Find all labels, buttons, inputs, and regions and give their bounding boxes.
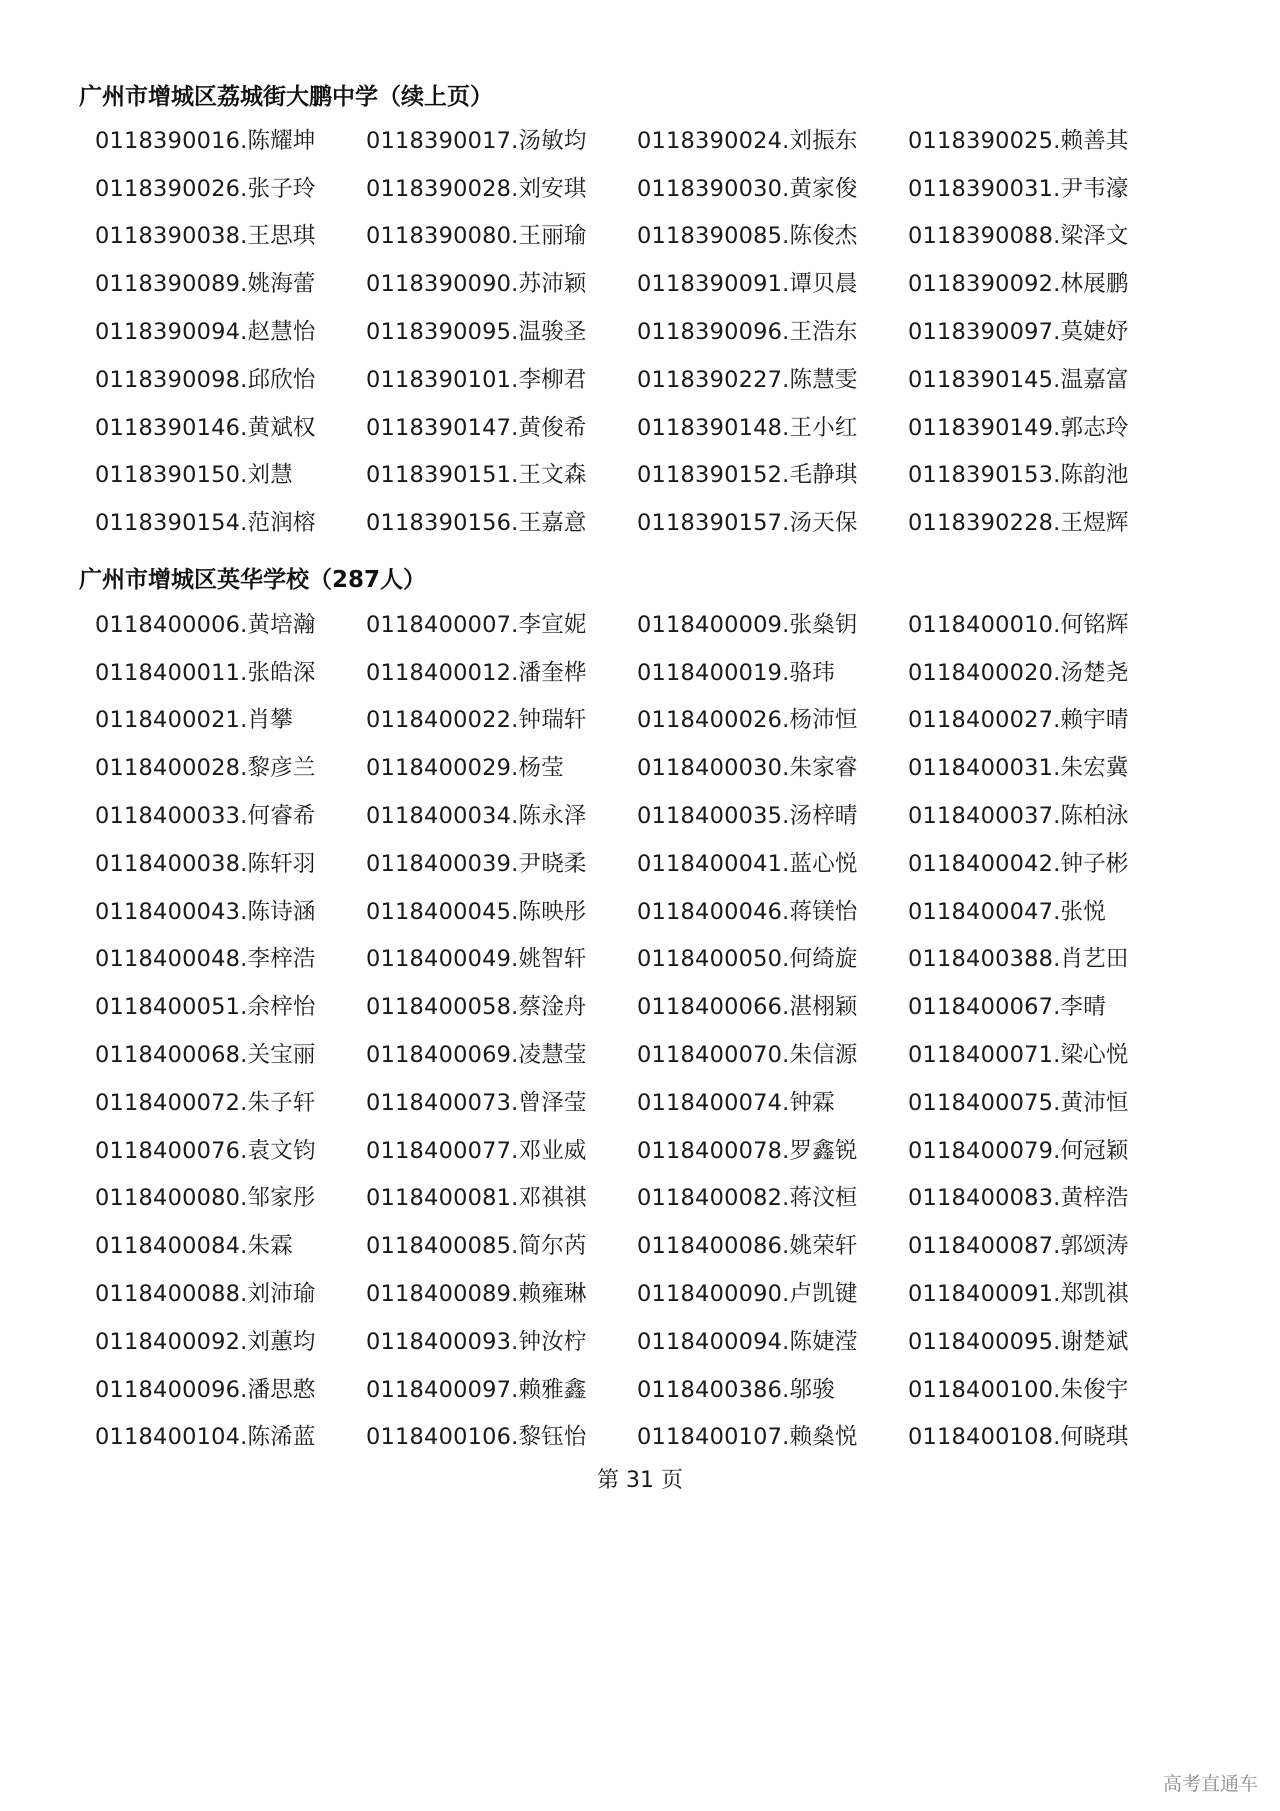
list-item: 0118400039.尹晓柔	[366, 850, 587, 877]
list-item: 0118400051.余梓怡	[95, 994, 316, 1021]
list-item: 0118400096.潘思憨	[95, 1376, 316, 1403]
list-item: 0118390030.黄家俊	[637, 175, 858, 202]
name-list-grid	[95, 601, 1195, 1461]
list-row	[95, 697, 1195, 745]
list-item: 0118400035.汤梓晴	[637, 803, 858, 830]
list-item: 0118390154.范润榕	[95, 510, 316, 537]
list-row	[95, 1031, 1195, 1079]
list-item: 0118390028.刘安琪	[366, 175, 587, 202]
list-item: 0118390101.李柳君	[366, 366, 587, 393]
list-item: 0118400086.姚荣轩	[637, 1233, 858, 1260]
list-item: 0118390152.毛静琪	[637, 462, 858, 489]
list-item: 0118390227.陈慧雯	[637, 366, 858, 393]
list-item: 0118400091.郑凯祺	[908, 1281, 1129, 1308]
list-item: 0118400083.黄梓浩	[908, 1185, 1129, 1212]
list-item: 0118400094.陈婕滢	[637, 1328, 858, 1355]
list-item: 0118390098.邱欣怡	[95, 366, 316, 393]
list-item: 0118400092.刘蕙均	[95, 1328, 316, 1355]
list-item: 0118400079.何冠颖	[908, 1137, 1129, 1164]
page-number: 第 31 页	[597, 1468, 683, 1493]
list-item: 0118400069.凌慧莹	[366, 1042, 587, 1069]
list-item: 0118400388.肖艺田	[908, 946, 1129, 973]
list-item: 0118400108.何晓琪	[908, 1424, 1129, 1451]
list-item: 0118400049.姚智轩	[366, 946, 587, 973]
list-item: 0118400070.朱信源	[637, 1042, 858, 1069]
list-item: 0118390149.郭志玲	[908, 414, 1129, 441]
list-row	[95, 936, 1195, 984]
list-item: 0118400084.朱霖	[95, 1233, 293, 1260]
list-item: 0118390148.王小红	[637, 414, 858, 441]
list-item: 0118400097.赖雅鑫	[366, 1376, 587, 1403]
list-row	[95, 744, 1195, 792]
list-item: 0118400028.黎彦兰	[95, 755, 316, 782]
list-item: 0118390080.王丽瑜	[366, 223, 587, 250]
list-item: 0118390016.陈耀坤	[95, 127, 316, 154]
list-item: 0118400047.张悦	[908, 898, 1106, 925]
list-item: 0118400088.刘沛瑜	[95, 1281, 316, 1308]
list-item: 0118390085.陈俊杰	[637, 223, 858, 250]
section-title: 广州市增城区英华学校（287人）	[79, 567, 427, 593]
list-item: 0118400089.赖雍琳	[366, 1281, 587, 1308]
list-item: 0118400033.何睿希	[95, 803, 316, 830]
list-row	[95, 1318, 1195, 1366]
list-row	[95, 499, 1195, 547]
section-title: 广州市增城区荔城街大鹏中学（续上页）	[79, 84, 493, 110]
list-item: 0118390091.谭贝晨	[637, 271, 858, 298]
list-item: 0118400081.邓祺祺	[366, 1185, 587, 1212]
list-item: 0118400045.陈映彤	[366, 898, 587, 925]
list-row	[95, 840, 1195, 888]
list-row	[95, 1222, 1195, 1270]
list-row	[95, 983, 1195, 1031]
list-item: 0118400009.张燊钥	[637, 611, 858, 638]
name-list-grid	[95, 117, 1195, 547]
list-row	[95, 308, 1195, 356]
list-item: 0118390145.温嘉富	[908, 366, 1129, 393]
list-item: 0118400074.钟霖	[637, 1089, 835, 1116]
list-item: 0118400073.曾泽莹	[366, 1089, 587, 1116]
list-item: 0118400107.赖燊悦	[637, 1424, 858, 1451]
list-item: 0118390157.汤天保	[637, 510, 858, 537]
list-item: 0118400026.杨沛恒	[637, 707, 858, 734]
list-row	[95, 356, 1195, 404]
list-row	[95, 117, 1195, 165]
list-item: 0118400087.郭颂涛	[908, 1233, 1129, 1260]
list-item: 0118400050.何绮旋	[637, 946, 858, 973]
list-item: 0118400090.卢凯键	[637, 1281, 858, 1308]
list-item: 0118390017.汤敏均	[366, 127, 587, 154]
list-row	[95, 260, 1195, 308]
list-item: 0118400077.邓业威	[366, 1137, 587, 1164]
list-row	[95, 792, 1195, 840]
watermark: 高考直通车	[1162, 1773, 1258, 1795]
list-item: 0118400076.袁文钧	[95, 1137, 316, 1164]
list-item: 0118400020.汤楚尧	[908, 659, 1129, 686]
list-item: 0118390088.梁泽文	[908, 223, 1129, 250]
list-item: 0118400019.骆玮	[637, 659, 835, 686]
list-item: 0118390025.赖善其	[908, 127, 1129, 154]
list-item: 0118400042.钟子彬	[908, 850, 1129, 877]
list-item: 0118390094.赵慧怡	[95, 319, 316, 346]
list-item: 0118390147.黄俊希	[366, 414, 587, 441]
list-item: 0118400010.何铭辉	[908, 611, 1129, 638]
list-item: 0118400022.钟瑞轩	[366, 707, 587, 734]
list-item: 0118400034.陈永泽	[366, 803, 587, 830]
list-row	[95, 1414, 1195, 1462]
list-row	[95, 1366, 1195, 1414]
list-item: 0118390090.苏沛颖	[366, 271, 587, 298]
list-item: 0118400038.陈轩羽	[95, 850, 316, 877]
list-item: 0118390089.姚海蕾	[95, 271, 316, 298]
list-row	[95, 1270, 1195, 1318]
list-row	[95, 165, 1195, 213]
list-item: 0118390156.王嘉意	[366, 510, 587, 537]
list-item: 0118400031.朱宏冀	[908, 755, 1129, 782]
list-item: 0118400029.杨莹	[366, 755, 564, 782]
list-item: 0118390150.刘慧	[95, 462, 293, 489]
list-item: 0118400041.蓝心悦	[637, 850, 858, 877]
list-item: 0118400085.简尔芮	[366, 1233, 587, 1260]
list-item: 0118400080.邹家彤	[95, 1185, 316, 1212]
list-item: 0118390095.温骏圣	[366, 319, 587, 346]
list-item: 0118390146.黄斌权	[95, 414, 316, 441]
list-row	[95, 1127, 1195, 1175]
list-row	[95, 649, 1195, 697]
list-item: 0118400082.蒋汶桓	[637, 1185, 858, 1212]
list-row	[95, 1079, 1195, 1127]
list-item: 0118390031.尹韦濠	[908, 175, 1129, 202]
list-row	[95, 213, 1195, 261]
list-item: 0118400104.陈浠蓝	[95, 1424, 316, 1451]
list-item: 0118390024.刘振东	[637, 127, 858, 154]
list-item: 0118390228.王煜辉	[908, 510, 1129, 537]
list-item: 0118400106.黎钰怡	[366, 1424, 587, 1451]
list-item: 0118400011.张皓深	[95, 659, 316, 686]
list-item: 0118400037.陈柏泳	[908, 803, 1129, 830]
list-item: 0118400067.李晴	[908, 994, 1106, 1021]
list-item: 0118400046.蒋镁怡	[637, 898, 858, 925]
list-item: 0118400066.湛栩颖	[637, 994, 858, 1021]
list-item: 0118400048.李梓浩	[95, 946, 316, 973]
list-item: 0118400012.潘奎桦	[366, 659, 587, 686]
list-item: 0118400078.罗鑫锐	[637, 1137, 858, 1164]
list-item: 0118400068.关宝丽	[95, 1042, 316, 1069]
list-item: 0118400075.黄沛恒	[908, 1089, 1129, 1116]
list-item: 0118390038.王思琪	[95, 223, 316, 250]
list-item: 0118400006.黄培瀚	[95, 611, 316, 638]
list-row	[95, 888, 1195, 936]
list-item: 0118400386.邬骏	[637, 1376, 835, 1403]
list-item: 0118390097.莫婕妤	[908, 319, 1129, 346]
list-item: 0118390026.张子玲	[95, 175, 316, 202]
list-row	[95, 601, 1195, 649]
list-item: 0118390096.王浩东	[637, 319, 858, 346]
list-row	[95, 1175, 1195, 1223]
list-item: 0118400095.谢楚斌	[908, 1328, 1129, 1355]
list-item: 0118390153.陈韵池	[908, 462, 1129, 489]
list-item: 0118400027.赖宇晴	[908, 707, 1129, 734]
list-row	[95, 404, 1195, 452]
list-item: 0118400071.梁心悦	[908, 1042, 1129, 1069]
list-item: 0118390151.王文森	[366, 462, 587, 489]
list-item: 0118400072.朱子轩	[95, 1089, 316, 1116]
list-row	[95, 452, 1195, 500]
list-item: 0118400030.朱家睿	[637, 755, 858, 782]
list-item: 0118400058.蔡淦舟	[366, 994, 587, 1021]
list-item: 0118400100.朱俊宇	[908, 1376, 1129, 1403]
list-item: 0118400007.李宣妮	[366, 611, 587, 638]
list-item: 0118400043.陈诗涵	[95, 898, 316, 925]
list-item: 0118400021.肖攀	[95, 707, 293, 734]
list-item: 0118390092.林展鹏	[908, 271, 1129, 298]
list-item: 0118400093.钟汝柠	[366, 1328, 587, 1355]
